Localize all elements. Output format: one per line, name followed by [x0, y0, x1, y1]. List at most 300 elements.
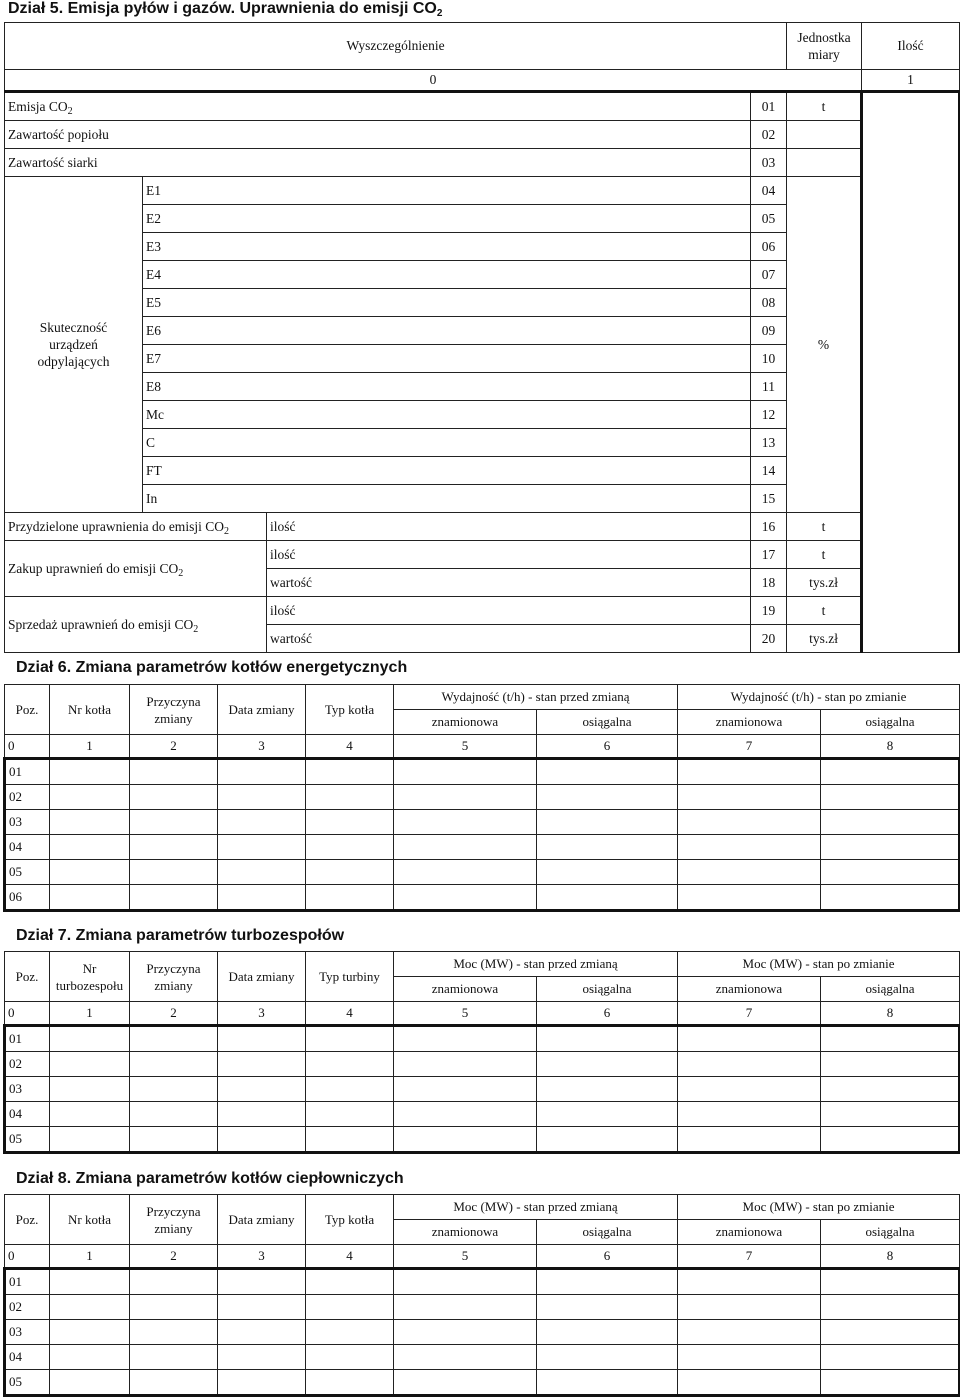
- column-header-text: Typ kotła: [324, 1212, 375, 1227]
- data-cell[interactable]: [821, 835, 960, 860]
- data-cell[interactable]: [678, 810, 821, 835]
- data-cell[interactable]: [394, 1052, 537, 1077]
- column-header: [5, 1195, 50, 1245]
- column-number-text: 1: [86, 738, 93, 753]
- column-header-text: Nr kotła: [68, 1212, 111, 1227]
- data-cell[interactable]: [821, 1320, 960, 1345]
- row-position: [5, 1127, 50, 1153]
- sub-header-text: znamionowa: [431, 1224, 499, 1239]
- column-number: [537, 1245, 678, 1269]
- data-cell[interactable]: [821, 885, 960, 911]
- row-position: [5, 1269, 50, 1295]
- column-number: [5, 735, 50, 759]
- efficiency-row-text: E7: [146, 350, 161, 366]
- data-cell[interactable]: [218, 1370, 306, 1396]
- column-number-text: 2: [170, 1248, 177, 1263]
- data-cell[interactable]: [394, 1370, 537, 1396]
- data-cell[interactable]: [50, 1077, 130, 1102]
- data-cell[interactable]: [306, 885, 394, 911]
- efficiency-row-label: [143, 373, 751, 401]
- section6-title: Dział 6. Zmiana parametrów kotłów energetycznych: [16, 659, 408, 676]
- data-cell[interactable]: [394, 1102, 537, 1127]
- data-cell[interactable]: [306, 1026, 394, 1052]
- row-label: [5, 92, 751, 121]
- column-number-text: 5: [461, 1248, 469, 1263]
- data-cell[interactable]: [50, 759, 130, 785]
- sub-header-text: osiągalna: [865, 1224, 915, 1239]
- data-cell[interactable]: [537, 1127, 678, 1153]
- data-cell[interactable]: [306, 1269, 394, 1295]
- row-position: [5, 1052, 50, 1077]
- data-cell[interactable]: [218, 835, 306, 860]
- data-cell[interactable]: [678, 759, 821, 785]
- column-number: [678, 1245, 821, 1269]
- row-position-text: 02: [9, 789, 22, 804]
- section7-table: [3, 951, 960, 1154]
- group-header-before: [394, 1195, 678, 1220]
- row-position-text: 01: [9, 764, 22, 779]
- efficiency-row-text: E3: [146, 238, 161, 254]
- column-number: [821, 1002, 960, 1026]
- column-number: [306, 1245, 394, 1269]
- efficiency-row-text: E4: [146, 266, 161, 282]
- sub-header: [821, 710, 960, 735]
- data-cell[interactable]: [678, 1052, 821, 1077]
- column-number-text: 1: [86, 1005, 93, 1020]
- row-position: [5, 785, 50, 810]
- column-number-text: 2: [170, 738, 177, 753]
- data-cell[interactable]: [50, 1269, 130, 1295]
- column-number: [218, 1245, 306, 1269]
- column-number-text: 4: [346, 738, 353, 753]
- column-header: [50, 685, 130, 735]
- data-cell[interactable]: [821, 810, 960, 835]
- data-cell[interactable]: [218, 1320, 306, 1345]
- row-code-text: 20: [761, 630, 776, 646]
- data-cell[interactable]: [537, 1026, 678, 1052]
- data-cell[interactable]: [678, 1102, 821, 1127]
- data-cell[interactable]: [394, 885, 537, 911]
- data-cell[interactable]: [821, 1127, 960, 1153]
- column-header: [306, 1195, 394, 1245]
- row-code-text: 12: [761, 406, 776, 422]
- data-cell[interactable]: [218, 1026, 306, 1052]
- data-cell[interactable]: [678, 1026, 821, 1052]
- column-number-text: 0: [8, 1248, 15, 1263]
- data-cell[interactable]: [537, 885, 678, 911]
- data-cell[interactable]: [218, 759, 306, 785]
- row-position: [5, 1077, 50, 1102]
- allowance-kind: [267, 597, 751, 625]
- data-cell[interactable]: [678, 785, 821, 810]
- data-cell[interactable]: [537, 1077, 678, 1102]
- data-cell[interactable]: [50, 885, 130, 911]
- data-cell[interactable]: [218, 1295, 306, 1320]
- column-number-text: 8: [886, 738, 894, 753]
- row-position: [5, 885, 50, 911]
- data-cell[interactable]: [218, 1345, 306, 1370]
- row-code: [751, 429, 787, 457]
- group-header-text: Moc (MW) - stan po zmianie: [742, 1199, 895, 1214]
- row-code-text: 17: [761, 546, 776, 562]
- data-cell[interactable]: [678, 860, 821, 885]
- data-cell[interactable]: [394, 860, 537, 885]
- data-cell[interactable]: [218, 1052, 306, 1077]
- column-header-text: Data zmiany: [228, 969, 295, 984]
- allowance-label: [5, 541, 267, 597]
- allowance-kind-text: wartość: [270, 574, 312, 590]
- header-spec-label: Wyszczególnienie: [346, 38, 445, 53]
- col-number: 0: [429, 72, 437, 87]
- data-cell[interactable]: [306, 1345, 394, 1370]
- data-cell[interactable]: [50, 1102, 130, 1127]
- data-cell[interactable]: [130, 1127, 218, 1153]
- row-code: [751, 373, 787, 401]
- data-cell[interactable]: [130, 1102, 218, 1127]
- column-number-text: 7: [745, 1005, 753, 1020]
- data-cell[interactable]: [218, 1077, 306, 1102]
- data-cell[interactable]: [537, 1052, 678, 1077]
- section5-title: Dział 5. Emisja pyłów i gazów. Uprawnienia do emisji $CO_2$: [8, 0, 443, 19]
- data-cell[interactable]: [537, 1269, 678, 1295]
- row-position-text: 03: [9, 1081, 22, 1096]
- data-cell[interactable]: [394, 1026, 537, 1052]
- data-cell[interactable]: [218, 785, 306, 810]
- data-cell[interactable]: [678, 1269, 821, 1295]
- row-position-text: 04: [9, 839, 22, 854]
- data-cell[interactable]: [821, 759, 960, 785]
- group-header-text: Wydajność (t/h) - stan po zmianie: [730, 689, 907, 704]
- column-number-text: 8: [886, 1005, 894, 1020]
- row-position-text: 05: [9, 1374, 22, 1389]
- efficiency-row-label: [143, 289, 751, 317]
- row-position: [5, 1102, 50, 1127]
- row-code: [751, 569, 787, 597]
- sub-header: [394, 710, 537, 735]
- data-cell[interactable]: [130, 1320, 218, 1345]
- data-cell[interactable]: [130, 810, 218, 835]
- header-qty-label: Ilość: [897, 38, 924, 53]
- data-cell[interactable]: [50, 1295, 130, 1320]
- data-cell[interactable]: [306, 1077, 394, 1102]
- sub-header-text: osiągalna: [582, 1224, 632, 1239]
- efficiency-row-text: FT: [146, 462, 162, 478]
- data-cell[interactable]: [50, 835, 130, 860]
- data-cell[interactable]: [50, 1052, 130, 1077]
- column-number: [394, 1002, 537, 1026]
- sub-header-text: znamionowa: [431, 981, 499, 996]
- column-number: [678, 1002, 821, 1026]
- data-cell[interactable]: [306, 785, 394, 810]
- data-cell[interactable]: [130, 1345, 218, 1370]
- column-number: [537, 735, 678, 759]
- row-unit: [787, 92, 862, 121]
- efficiency-unit: [787, 177, 862, 513]
- group-header-after: [678, 1195, 960, 1220]
- data-cell[interactable]: [394, 1077, 537, 1102]
- data-cell[interactable]: [821, 1052, 960, 1077]
- header-unit-label: Jednostka miary: [797, 30, 851, 62]
- row-code: [751, 457, 787, 485]
- allowance-kind: [267, 513, 751, 541]
- allowance-label-text: Przydzielone uprawnienia do emisji CO: [8, 518, 224, 534]
- column-header-text: Data zmiany: [228, 702, 295, 717]
- data-cell[interactable]: [678, 1370, 821, 1396]
- data-cell[interactable]: [821, 1295, 960, 1320]
- data-cell[interactable]: [130, 885, 218, 911]
- row-code: [751, 261, 787, 289]
- data-cell[interactable]: [821, 785, 960, 810]
- row-unit-text: tys.zł: [809, 574, 838, 590]
- subscript: 2: [178, 567, 184, 579]
- data-cell[interactable]: [50, 1320, 130, 1345]
- row-code: [751, 177, 787, 205]
- efficiency-label-text: Skuteczność urządzeń odpylających: [37, 320, 110, 369]
- data-cell[interactable]: [537, 759, 678, 785]
- column-header: [218, 685, 306, 735]
- sub-header: [678, 977, 821, 1002]
- column-number: [821, 735, 960, 759]
- column-header-text: Data zmiany: [228, 1212, 295, 1227]
- data-cell[interactable]: [821, 1077, 960, 1102]
- data-cell[interactable]: [130, 1269, 218, 1295]
- row-code: [751, 485, 787, 513]
- data-cell[interactable]: [821, 1026, 960, 1052]
- data-cell[interactable]: [130, 759, 218, 785]
- data-cell[interactable]: [394, 1345, 537, 1370]
- column-header-text: Poz.: [15, 1212, 39, 1227]
- data-cell[interactable]: [306, 835, 394, 860]
- data-cell[interactable]: [306, 1127, 394, 1153]
- column-header: [130, 685, 218, 735]
- efficiency-row-label: [143, 317, 751, 345]
- efficiency-row-text: E5: [146, 294, 161, 310]
- data-cell[interactable]: [678, 1295, 821, 1320]
- data-cell[interactable]: [130, 1026, 218, 1052]
- allowance-label: [5, 597, 267, 653]
- section6-table: [3, 684, 960, 912]
- row-label: [5, 149, 751, 177]
- data-cell[interactable]: [394, 1295, 537, 1320]
- column-header-text: Nr kotła: [68, 702, 111, 717]
- sub-header-text: znamionowa: [715, 981, 783, 996]
- row-code-text: 19: [761, 602, 776, 618]
- row-code-text: 01: [761, 98, 776, 114]
- data-cell[interactable]: [130, 1295, 218, 1320]
- data-cell[interactable]: [130, 860, 218, 885]
- sub-header: [537, 1220, 678, 1245]
- subscript: 2: [223, 525, 229, 537]
- data-cell[interactable]: [218, 1269, 306, 1295]
- data-cell[interactable]: [306, 860, 394, 885]
- column-number: [678, 735, 821, 759]
- data-cell[interactable]: [218, 810, 306, 835]
- efficiency-row-label: [143, 485, 751, 513]
- column-number: [306, 735, 394, 759]
- allowance-kind-text: ilość: [270, 518, 296, 534]
- row-position-text: 02: [9, 1299, 22, 1314]
- column-header-text: Przyczyna zmiany: [146, 960, 201, 993]
- data-cell[interactable]: [218, 860, 306, 885]
- header-unit: [787, 23, 862, 70]
- data-cell[interactable]: [306, 1052, 394, 1077]
- column-number-text: 0: [8, 1005, 15, 1020]
- data-cell[interactable]: [394, 810, 537, 835]
- data-cell[interactable]: [306, 759, 394, 785]
- row-position: [5, 860, 50, 885]
- section8-table: [3, 1194, 960, 1397]
- data-cell[interactable]: [130, 1370, 218, 1396]
- qty-input-column[interactable]: [862, 92, 960, 653]
- row-code-text: 14: [761, 462, 776, 478]
- row-code: [751, 597, 787, 625]
- row-code-text: 07: [761, 266, 776, 282]
- data-cell[interactable]: [537, 1295, 678, 1320]
- row-position-text: 01: [9, 1031, 22, 1046]
- section8-title: Dział 8. Zmiana parametrów kotłów ciepłowniczych: [16, 1170, 404, 1187]
- data-cell[interactable]: [50, 1370, 130, 1396]
- data-cell[interactable]: [537, 1102, 678, 1127]
- data-cell[interactable]: [821, 1102, 960, 1127]
- data-cell[interactable]: [537, 835, 678, 860]
- efficiency-row-label: [143, 429, 751, 457]
- data-cell[interactable]: [130, 1052, 218, 1077]
- data-cell[interactable]: [50, 860, 130, 885]
- column-number: [130, 1245, 218, 1269]
- column-number: [5, 1245, 50, 1269]
- column-header-text: Przyczyna zmiany: [146, 1203, 201, 1236]
- sub-header: [678, 1220, 821, 1245]
- row-unit: [787, 625, 862, 653]
- column-number-text: 6: [603, 1248, 611, 1263]
- data-cell[interactable]: [130, 785, 218, 810]
- sub-header-text: osiągalna: [582, 981, 632, 996]
- sub-header: [537, 977, 678, 1002]
- data-cell[interactable]: [218, 885, 306, 911]
- row-unit: [787, 597, 862, 625]
- col-number: 1: [907, 72, 914, 87]
- column-header: [5, 685, 50, 735]
- data-cell[interactable]: [537, 1345, 678, 1370]
- column-number: [218, 1002, 306, 1026]
- data-cell[interactable]: [821, 1345, 960, 1370]
- data-cell[interactable]: [306, 1370, 394, 1396]
- group-header-text: Moc (MW) - stan przed zmianą: [453, 1199, 618, 1214]
- row-code: [751, 345, 787, 373]
- data-cell[interactable]: [537, 1320, 678, 1345]
- row-position: [5, 835, 50, 860]
- efficiency-row-text: C: [146, 434, 156, 450]
- row-code-text: 18: [761, 574, 776, 590]
- data-cell[interactable]: [218, 1102, 306, 1127]
- data-cell[interactable]: [50, 810, 130, 835]
- data-cell[interactable]: [50, 1026, 130, 1052]
- data-cell[interactable]: [306, 810, 394, 835]
- data-cell[interactable]: [678, 885, 821, 911]
- column-number: [537, 1002, 678, 1026]
- allowance-label: [5, 513, 267, 541]
- column-header: [306, 685, 394, 735]
- row-position-text: 04: [9, 1106, 22, 1121]
- data-cell[interactable]: [130, 835, 218, 860]
- allowance-label-text: Zakup uprawnień do emisji CO: [8, 560, 179, 576]
- column-header-text: Poz.: [15, 969, 39, 984]
- efficiency-row-text: E8: [146, 378, 161, 394]
- data-cell[interactable]: [678, 1127, 821, 1153]
- row-code: [751, 149, 787, 177]
- data-cell[interactable]: [821, 1269, 960, 1295]
- data-cell[interactable]: [306, 1295, 394, 1320]
- column-header: [218, 1195, 306, 1245]
- data-cell[interactable]: [678, 1077, 821, 1102]
- column-number-text: 6: [603, 738, 611, 753]
- data-cell[interactable]: [394, 1127, 537, 1153]
- column-number-text: 4: [346, 1248, 353, 1263]
- data-cell[interactable]: [678, 1345, 821, 1370]
- row-label: [5, 121, 751, 149]
- row-code-text: 04: [761, 182, 776, 198]
- row-unit-text: t: [821, 546, 826, 562]
- row-position-text: 01: [9, 1274, 22, 1289]
- allowance-kind: [267, 625, 751, 653]
- data-cell[interactable]: [821, 1370, 960, 1396]
- efficiency-row-label: [143, 261, 751, 289]
- data-cell[interactable]: [537, 860, 678, 885]
- allowance-kind-text: wartość: [270, 630, 312, 646]
- data-cell[interactable]: [394, 785, 537, 810]
- data-cell[interactable]: [537, 1370, 678, 1396]
- data-cell[interactable]: [394, 835, 537, 860]
- data-cell[interactable]: [130, 1077, 218, 1102]
- data-cell[interactable]: [537, 810, 678, 835]
- data-cell[interactable]: [50, 785, 130, 810]
- section7-title: Dział 7. Zmiana parametrów turbozespołów: [16, 927, 345, 944]
- row-position: [5, 759, 50, 785]
- data-cell[interactable]: [394, 1269, 537, 1295]
- efficiency-row-label: [143, 233, 751, 261]
- row-position: [5, 1026, 50, 1052]
- efficiency-row-text: E1: [146, 182, 161, 198]
- group-header-text: Moc (MW) - stan przed zmianą: [453, 956, 618, 971]
- column-header-text: Przyczyna zmiany: [146, 693, 201, 726]
- column-number: [218, 735, 306, 759]
- efficiency-row-text: E6: [146, 322, 161, 338]
- data-cell[interactable]: [678, 1320, 821, 1345]
- data-cell[interactable]: [50, 1127, 130, 1153]
- row-position-text: 06: [9, 889, 22, 904]
- column-number-text: 4: [346, 1005, 353, 1020]
- row-code-text: 06: [761, 238, 776, 254]
- efficiency-row-label: [143, 177, 751, 205]
- data-cell[interactable]: [537, 785, 678, 810]
- row-position: [5, 810, 50, 835]
- data-cell[interactable]: [394, 759, 537, 785]
- data-cell[interactable]: [678, 835, 821, 860]
- data-cell[interactable]: [394, 1320, 537, 1345]
- data-cell[interactable]: [50, 1345, 130, 1370]
- data-cell[interactable]: [821, 860, 960, 885]
- data-cell[interactable]: [306, 1102, 394, 1127]
- sub-header: [394, 977, 537, 1002]
- column-header: [50, 952, 130, 1002]
- data-cell[interactable]: [218, 1127, 306, 1153]
- row-code-text: 09: [761, 322, 776, 338]
- column-number-text: 6: [603, 1005, 611, 1020]
- data-cell[interactable]: [306, 1320, 394, 1345]
- allowance-kind: [267, 569, 751, 597]
- efficiency-row-label: [143, 345, 751, 373]
- allowance-kind-text: ilość: [270, 546, 296, 562]
